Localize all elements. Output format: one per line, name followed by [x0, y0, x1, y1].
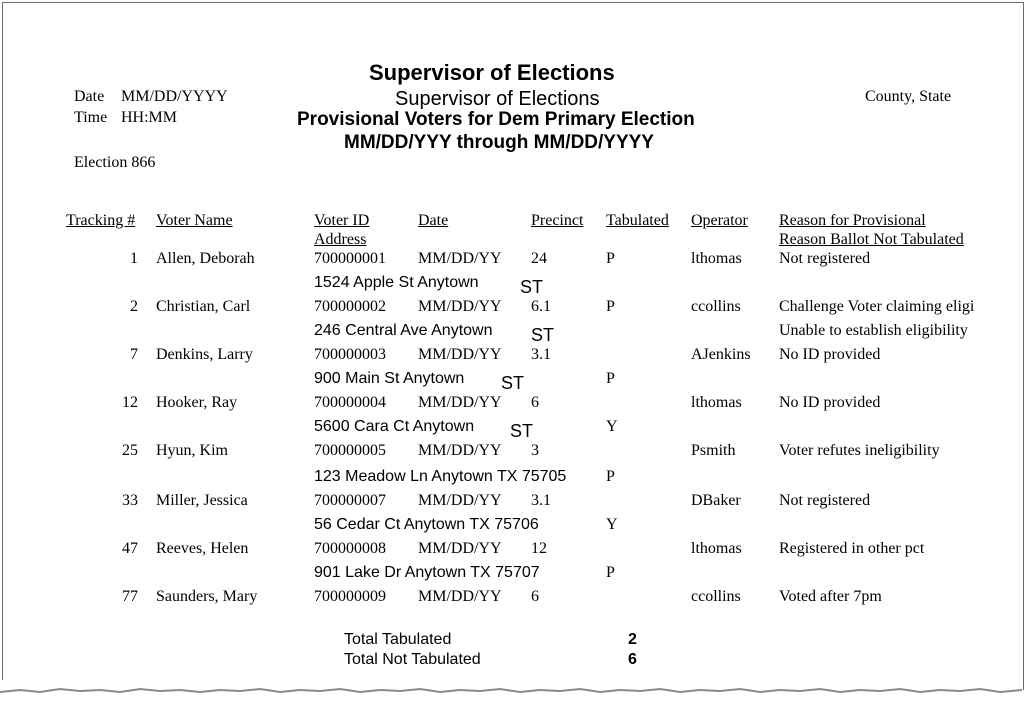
- row-operator: Psmith: [691, 442, 736, 459]
- row-voter-name: Hyun, Kim: [156, 442, 228, 459]
- row-reason: Challenge Voter claiming eligi: [779, 298, 975, 315]
- row-tabulated: Y: [606, 516, 618, 533]
- row-voter-name: Reeves, Helen: [156, 540, 249, 557]
- row-operator: lthomas: [691, 394, 742, 411]
- row-state: ST: [520, 277, 544, 297]
- row-precinct: 12: [531, 540, 547, 557]
- row-reason: Voted after 7pm: [779, 588, 882, 605]
- row-tracking: 1: [130, 250, 138, 267]
- row-address: 123 Meadow Ln Anytown TX 75705: [314, 468, 567, 485]
- row-voter-id: 700000003: [314, 346, 386, 363]
- col-header-date: Date: [418, 212, 449, 229]
- row-date: MM/DD/YY: [418, 540, 502, 557]
- row-operator: lthomas: [691, 540, 742, 557]
- row-tracking: 7: [130, 346, 138, 363]
- row-precinct: 3.1: [531, 346, 551, 363]
- row-date: MM/DD/YY: [418, 588, 502, 605]
- total-not-tabulated-label: Total Not Tabulated: [344, 651, 481, 668]
- row-voter-name: Saunders, Mary: [156, 588, 258, 605]
- total-not-tabulated-value: 6: [628, 651, 637, 668]
- row-address: 901 Lake Dr Anytown TX 75707: [314, 564, 540, 581]
- col-header-reason-not-tabulated: Reason Ballot Not Tabulated: [779, 231, 964, 248]
- row-tabulated: P: [606, 250, 615, 267]
- row-reason: Not registered: [779, 250, 871, 267]
- row-address: 5600 Cara Ct Anytown: [314, 418, 475, 435]
- row-voter-id: 700000004: [314, 394, 386, 411]
- row-reason-not-tabulated: Unable to establish eligibility: [779, 322, 968, 339]
- row-voter-id: 700000001: [314, 250, 386, 267]
- row-tracking: 77: [122, 588, 138, 605]
- report-subtitle: Supervisor of Elections: [395, 88, 600, 110]
- row-reason: Voter refutes ineligibility: [779, 442, 940, 459]
- row-date: MM/DD/YY: [418, 394, 502, 411]
- row-voter-name: Hooker, Ray: [156, 394, 238, 411]
- total-tabulated-label: Total Tabulated: [344, 631, 452, 648]
- row-date: MM/DD/YY: [418, 298, 502, 315]
- row-operator: DBaker: [691, 492, 741, 509]
- row-reason: No ID provided: [779, 394, 881, 411]
- row-reason: No ID provided: [779, 346, 881, 363]
- col-header-address: Address: [314, 231, 367, 248]
- row-precinct: 6: [531, 588, 539, 605]
- row-precinct: 3: [531, 442, 539, 459]
- row-voter-name: Allen, Deborah: [156, 250, 255, 267]
- col-header-voter-id: Voter ID: [314, 212, 370, 229]
- report-page: [2, 2, 1024, 690]
- row-operator: ccollins: [691, 298, 741, 315]
- col-header-operator: Operator: [691, 212, 748, 229]
- row-address: 900 Main St Anytown: [314, 370, 465, 387]
- row-date: MM/DD/YY: [418, 442, 502, 459]
- row-precinct: 6: [531, 394, 539, 411]
- row-precinct: 3.1: [531, 492, 551, 509]
- row-date: MM/DD/YY: [418, 492, 502, 509]
- row-voter-id: 700000008: [314, 540, 386, 557]
- report-main-title: Supervisor of Elections: [369, 60, 615, 85]
- row-precinct: 6.1: [531, 298, 551, 315]
- row-address: 1524 Apple St Anytown: [314, 274, 479, 291]
- row-address: 246 Central Ave Anytown: [314, 322, 493, 339]
- row-date: MM/DD/YY: [418, 346, 502, 363]
- report-title: Provisional Voters for Dem Primary Election: [297, 109, 695, 130]
- date-range: MM/DD/YYY through MM/DD/YYYY: [344, 132, 654, 153]
- row-operator: AJenkins: [691, 346, 751, 363]
- row-state: ST: [501, 373, 525, 393]
- row-reason: Not registered: [779, 492, 871, 509]
- row-voter-name: Miller, Jessica: [156, 492, 248, 509]
- row-date: MM/DD/YY: [418, 250, 502, 267]
- row-tracking: 12: [122, 394, 138, 411]
- row-tracking: 33: [122, 492, 138, 509]
- row-voter-name: Christian, Carl: [156, 298, 251, 315]
- row-tabulated: P: [606, 468, 615, 485]
- row-tracking: 47: [122, 540, 138, 557]
- date-label: Date: [74, 88, 105, 105]
- row-tabulated: P: [606, 564, 615, 581]
- col-header-tabulated: Tabulated: [606, 212, 669, 229]
- election-number: Election 866: [74, 154, 156, 171]
- date-value: MM/DD/YYYY: [121, 88, 228, 105]
- row-voter-id: 700000009: [314, 588, 386, 605]
- row-tabulated: P: [606, 298, 615, 315]
- row-reason: Registered in other pct: [779, 540, 925, 557]
- row-tracking: 2: [130, 298, 138, 315]
- row-operator: lthomas: [691, 250, 742, 267]
- row-precinct: 24: [531, 250, 547, 267]
- row-voter-id: 700000005: [314, 442, 386, 459]
- col-header-voter-name: Voter Name: [156, 212, 233, 229]
- row-voter-id: 700000002: [314, 298, 386, 315]
- col-header-reason-provisional: Reason for Provisional: [779, 212, 926, 229]
- col-header-precinct: Precinct: [531, 212, 584, 229]
- row-tabulated: P: [606, 370, 615, 387]
- row-voter-id: 700000007: [314, 492, 386, 509]
- row-tabulated: Y: [606, 418, 618, 435]
- col-header-tracking: Tracking #: [66, 212, 136, 229]
- time-value: HH:MM: [121, 109, 178, 126]
- county-state: County, State: [865, 88, 952, 105]
- row-address: 56 Cedar Ct Anytown TX 75706: [314, 516, 539, 533]
- total-tabulated-value: 2: [628, 631, 637, 648]
- torn-edge-shadow: [0, 680, 1036, 712]
- row-state: ST: [510, 421, 534, 441]
- row-tracking: 25: [122, 442, 138, 459]
- time-label: Time: [74, 109, 108, 126]
- row-operator: ccollins: [691, 588, 741, 605]
- row-voter-name: Denkins, Larry: [156, 346, 253, 363]
- row-state: ST: [531, 325, 555, 345]
